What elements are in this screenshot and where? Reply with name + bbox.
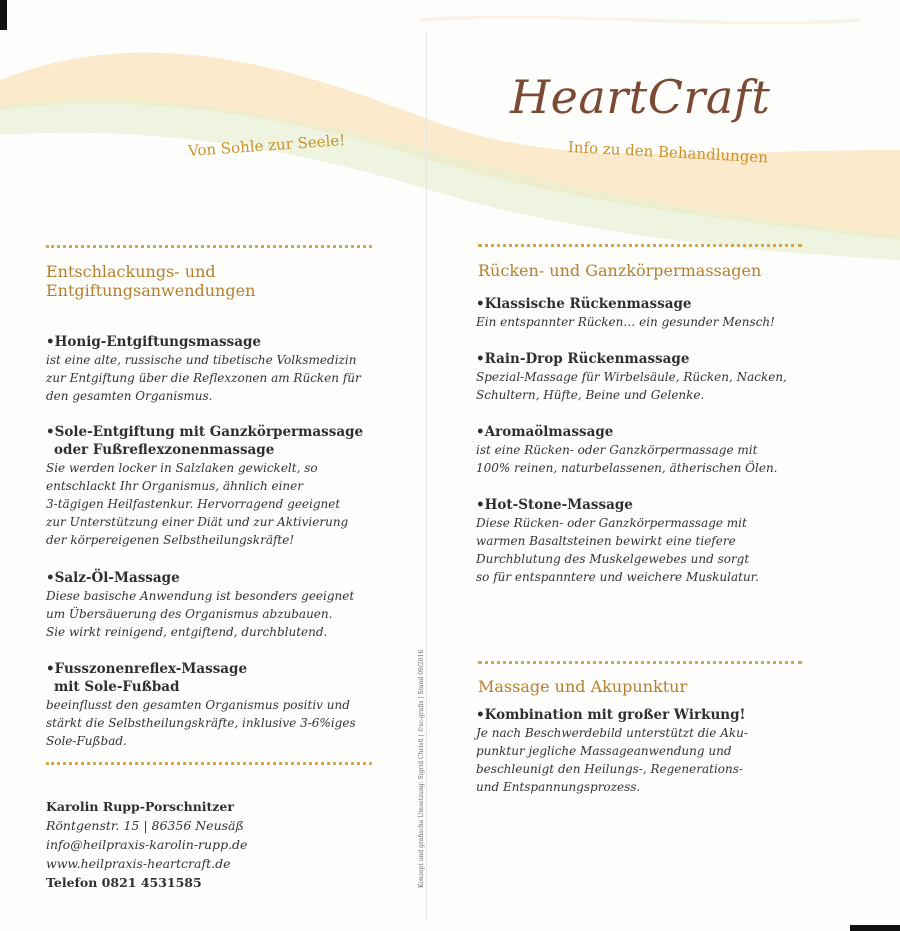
treatment-item <box>46 333 376 405</box>
treatment-line: Ein entspannter Rücken… ein gesunder Mensch! <box>476 315 775 329</box>
section-title-massage: Rücken- und Ganzkörpermassagen <box>478 261 762 280</box>
treatment-line: den gesamten Organismus. <box>46 389 213 403</box>
treatment-line: Durchblutung des Muskelgewebes und sorgt <box>476 552 750 566</box>
treatment-title: •Salz-Öl-Massage <box>46 570 180 586</box>
treatment-line: so für entspanntere und weichere Muskulatur. <box>476 570 759 584</box>
treatment-item <box>476 706 806 796</box>
treatment-title-line: •Sole-Entgiftung mit Ganzkörpermassage <box>46 424 364 440</box>
treatment-line: entschlackt Ihr Organismus, ähnlich einer <box>46 479 303 493</box>
treatment-line: punktur jegliche Massageanwendung und <box>476 744 732 758</box>
treatment-title: •Kombination mit großer Wirkung! <box>476 707 746 723</box>
treatment-item <box>476 496 806 586</box>
treatment-line: Spezial-Massage für Wirbelsäule, Rücken, Nacken, <box>476 370 787 384</box>
contact-phone: Telefon 0821 4531585 <box>46 875 202 890</box>
dotted-divider <box>46 245 372 248</box>
dotted-divider <box>478 244 802 247</box>
treatment-line: zur Unterstützung einer Diät und zur Aktivierung <box>46 515 349 529</box>
contact-email: info@heilpraxis-karolin-rupp.de <box>46 837 248 852</box>
treatment-line: beeinflusst den gesamten Organismus positiv und <box>46 698 350 712</box>
treatment-item <box>476 423 806 477</box>
treatment-line: Sie wirkt reinigend, entgiftend, durchblutend. <box>46 625 328 639</box>
treatment-title: •Hot-Stone-Massage <box>476 497 633 513</box>
contact-name: Karolin Rupp-Porschnitzer <box>46 799 234 814</box>
section-title-acupuncture: Massage und Akupunktur <box>478 677 688 696</box>
treatment-line: ist eine Rücken- oder Ganzkörpermassage mit <box>476 443 758 457</box>
treatment-line: 100% reinen, naturbelassenen, ätherischen Ölen. <box>476 461 778 475</box>
treatment-item <box>46 423 376 549</box>
brand-logo: HeartCraft <box>510 70 771 124</box>
treatment-line: warmen Basaltsteinen bewirkt eine tiefere <box>476 534 736 548</box>
treatment-line: Schultern, Hüfte, Beine und Gelenke. <box>476 388 705 402</box>
treatment-line: Je nach Beschwerdebild unterstützt die Aku- <box>476 726 748 740</box>
contact-web: www.heilpraxis-heartcraft.de <box>46 856 231 871</box>
dotted-divider <box>46 762 372 765</box>
treatment-line: Sie werden locker in Salzlaken gewickelt, so <box>46 461 318 475</box>
dotted-divider <box>478 661 802 664</box>
treatment-line: stärkt die Selbstheilungskräfte, inklusive 3-6%iges <box>46 716 356 730</box>
treatment-line: 3-tägigen Heilfastenkur. Hervorragend geeignet <box>46 497 341 511</box>
treatment-title-line: •Fusszonenreflex-Massage <box>46 661 248 677</box>
treatment-title: •Rain-Drop Rückenmassage <box>476 351 690 367</box>
treatment-title-line: mit Sole-Fußbad <box>54 679 180 695</box>
treatment-title: •Honig-Entgiftungsmassage <box>46 334 262 350</box>
decorative-wave <box>0 0 900 260</box>
treatment-title <box>46 423 376 459</box>
treatment-line: zur Entgiftung über die Reflexzonen am Rücken für <box>46 371 361 385</box>
treatment-line: um Übersäuerung des Organismus abzubauen. <box>46 607 333 621</box>
tagline-left: Von Sohle zur Seele! <box>187 131 346 160</box>
treatment-line: Diese basische Anwendung ist besonders geeignet <box>46 589 355 603</box>
scan-edge-mark <box>850 925 900 931</box>
treatment-item <box>476 350 806 404</box>
treatment-line: und Entspannungsprozess. <box>476 780 641 794</box>
treatment-line: ist eine alte, russische und tibetische Volksmedizin <box>46 353 357 367</box>
section-title-detox: Entschlackungs- und Entgiftungsanwendungen <box>46 262 256 300</box>
tagline-right: Info zu den Behandlungen <box>567 138 769 167</box>
treatment-title: •Aromaölmassage <box>476 424 614 440</box>
treatment-line: beschleunigt den Heilungs-, Regenerations- <box>476 762 743 776</box>
fold-line <box>426 30 427 920</box>
treatment-line: Sole-Fußbad. <box>46 734 127 748</box>
contact-address: Röntgenstr. 15 | 86356 Neusäß <box>46 818 244 833</box>
treatment-item <box>476 295 806 331</box>
contact-block <box>46 797 376 892</box>
treatment-line: der körpereigenen Selbstheilungskräfte! <box>46 533 295 547</box>
treatment-title: •Klassische Rückenmassage <box>476 296 692 312</box>
treatment-title <box>46 660 376 696</box>
design-credit: Konzept und grafische Umsetzung: Sigrid Christl | ©sc-grafix | Stand 09/2016 <box>418 649 425 888</box>
treatment-item <box>46 569 376 641</box>
treatment-item <box>46 660 376 750</box>
treatment-title-line: oder Fußreflexzonenmassage <box>54 442 275 458</box>
scan-edge-mark <box>0 0 7 30</box>
treatment-line: Diese Rücken- oder Ganzkörpermassage mit <box>476 516 747 530</box>
